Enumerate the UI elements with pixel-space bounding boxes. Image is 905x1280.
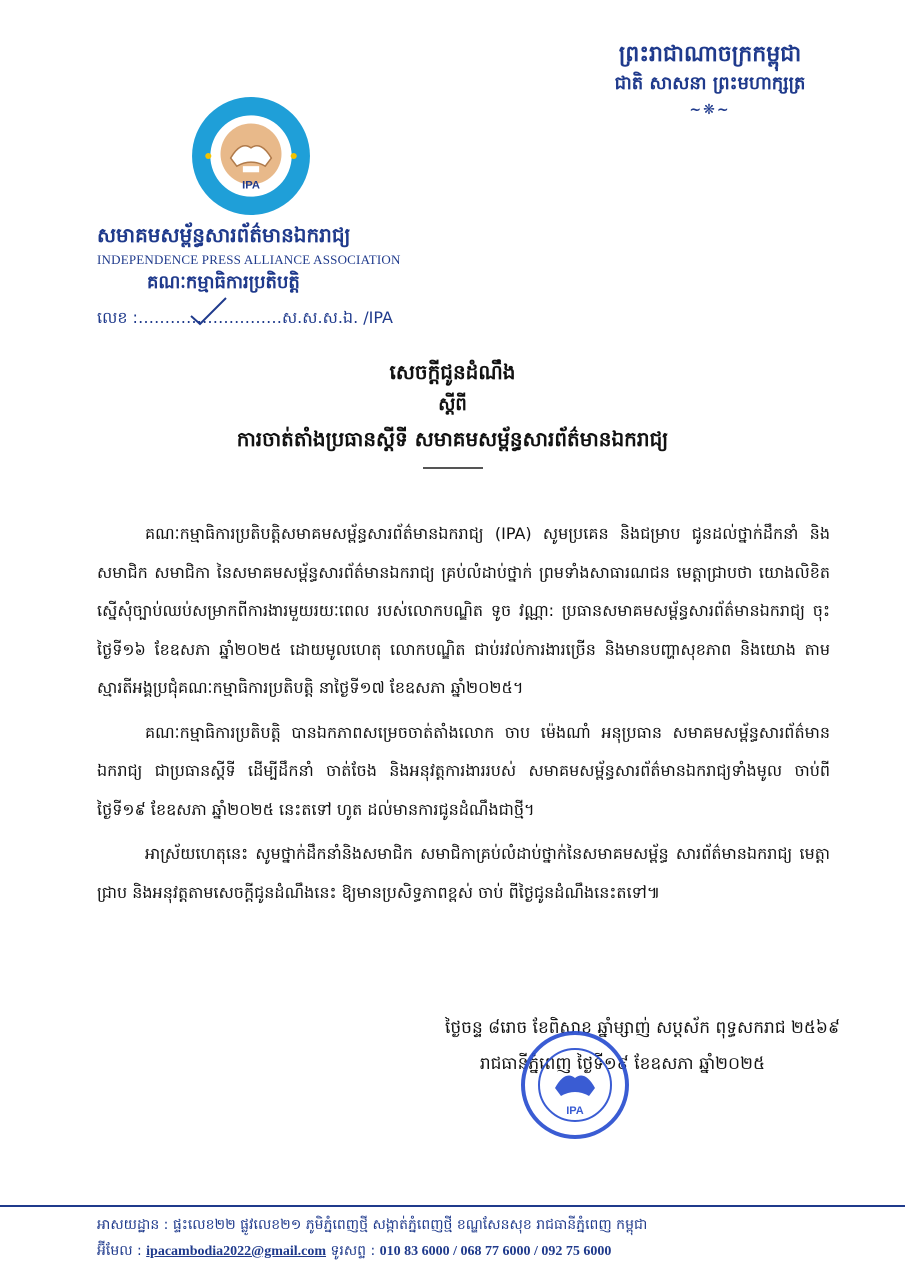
phone-numbers: 010 83 6000 / 068 77 6000 / 092 75 6000: [379, 1244, 612, 1259]
association-name-en: INDEPENDENCE PRESS ALLIANCE ASSOCIATION: [97, 252, 401, 267]
phone-label: ទូរសព្ទ :: [330, 1243, 376, 1259]
ipa-logo: [190, 95, 312, 217]
footer-contacts: [97, 1238, 857, 1265]
kingdom-line: ព្រះរាជាណាចក្រកម្ពុជា: [618, 42, 802, 67]
kingdom-motto: [560, 40, 860, 122]
title-divider: [423, 467, 483, 469]
logo-center-text: IPA: [242, 179, 260, 192]
stamp-center-text: IPA: [566, 1105, 584, 1117]
body-paragraph-1: គណៈកម្មាធិការប្រតិបត្តិសមាគមសម្ព័ន្ធសារព័ត៌មានឯករាជ្យ (IPA) សូមប្រគេន និងជម្រាប ជូនដល់ថ្នាក់ដឹកនាំ និងសមាជិក សមាជិកា នៃសមាគមសម្ព័ន្ធសារព័ត៌មានឯករាជ្យ គ្រប់លំដាប់ថ្នាក់ ព្រមទាំងសាធារណជន មេត្តាជ្រាបថា យោងលិខិតស្នើសុំច្បាប់ឈប់សម្រាកពីការងារមួយរយៈពេល របស់លោកបណ្ឌិត ទូច វណ្ណា: ប្រធានសមាគមសម្ព័ន្ធសារព័ត៌មានឯករាជ្យ ចុះថ្ងៃទី១៦ ខែឧសភា ឆ្នាំ២០២៥ ដោយមូលហេតុ លោកបណ្ឌិត ជាប់រវល់ការងារច្រើន និងមានបញ្ហាសុខភាព និងយោង តាមស្មារតីអង្គប្រជុំគណៈកម្មាធិការប្រតិបត្តិ នាថ្ងៃទី១៧ ខែឧសភា ឆ្នាំ២០២៥។: [97, 524, 830, 697]
footer: [97, 1212, 857, 1265]
email-link[interactable]: ipacambodia2022@gmail.com: [146, 1244, 327, 1259]
association-name-kh: សមាគមសម្ព័ន្ធសារព័ត៌មានឯករាជ្យ: [97, 223, 351, 247]
official-stamp: [520, 1030, 630, 1140]
footer-divider: [0, 1205, 905, 1207]
footer-address: អាសយដ្ឋាន : ផ្ទះលេខ២២ ផ្លូវលេខ២១ ភូមិភ្នំពេញថ្មី សង្កាត់ភ្នំពេញថ្មី ខណ្ឌសែនសុខ រាជធានីភ្នំពេញ កម្ពុជា: [97, 1217, 648, 1233]
body-paragraph-3: អាស្រ័យហេតុនេះ សូមថ្នាក់ដឹកនាំនិងសមាជិក សមាជិកាគ្រប់លំដាប់ថ្នាក់នៃសមាគមសម្ព័ន្ធ សារព័ត៌មានឯករាជ្យ មេត្តាជ្រាប និងអនុវត្តតាមសេចក្តីជូនដំណឹងនេះ ឱ្យមានប្រសិទ្ធភាពខ្ពស់ ចាប់ ពីថ្ងៃជូនដំណឹងនេះតទៅ៕: [97, 844, 830, 902]
notice-title: [0, 355, 905, 469]
executive-committee-label: គណៈកម្មាធិការប្រតិបត្តិ: [147, 272, 300, 293]
ornament: ~❋~: [689, 102, 731, 118]
email-label: អ៊ីមែល :: [97, 1243, 142, 1259]
notice-body: [97, 515, 830, 918]
reference-number: លេខ :………………………ស.ស.ស.ឯ. /IPA: [97, 308, 393, 327]
lunar-date: ថ្ងៃចន្ទ ៨រោច ខែពិសាខ ឆ្នាំម្សាញ់ សប្តស័ក ពុទ្ធសករាជ ២៥៦៩: [444, 1018, 840, 1038]
title-line-notice: សេចក្តីជូនដំណឹង: [389, 360, 516, 384]
title-line-regarding: ស្តីពី: [438, 394, 467, 415]
body-paragraph-2: គណៈកម្មាធិការប្រតិបត្តិ បានឯកភាពសម្រេចចាត់តាំងលោក ចាប ម៉េងណាំ អនុប្រធាន សមាគមសម្ព័ន្ធសារព័ត៌មានឯករាជ្យ ជាប្រធានស្តីទី ដើម្បីដឹកនាំ ចាត់ចែង និងអនុវត្តការងាររបស់ សមាគមសម្ព័ន្ធសារព័ត៌មានឯករាជ្យទាំងមូល ចាប់ពីថ្ងៃទី១៩ ខែឧសភា ឆ្នាំ២០២៥ នេះតទៅ ហូត ដល់មានការជូនដំណឹងជាថ្មី។: [97, 722, 830, 819]
checkmark-icon: [188, 296, 228, 326]
title-line-subject: ការចាត់តាំងប្រធានស្តីទី សមាគមសម្ព័ន្ធសារព័ត៌មានឯករាជ្យ: [236, 427, 669, 451]
nation-religion-king-line: ជាតិ សាសនា ព្រះមហាក្សត្រ: [614, 73, 806, 94]
solar-date: រាជធានីភ្នំពេញ ថ្ងៃទី១៩ ខែឧសភា ឆ្នាំ២០២៥: [479, 1054, 765, 1074]
